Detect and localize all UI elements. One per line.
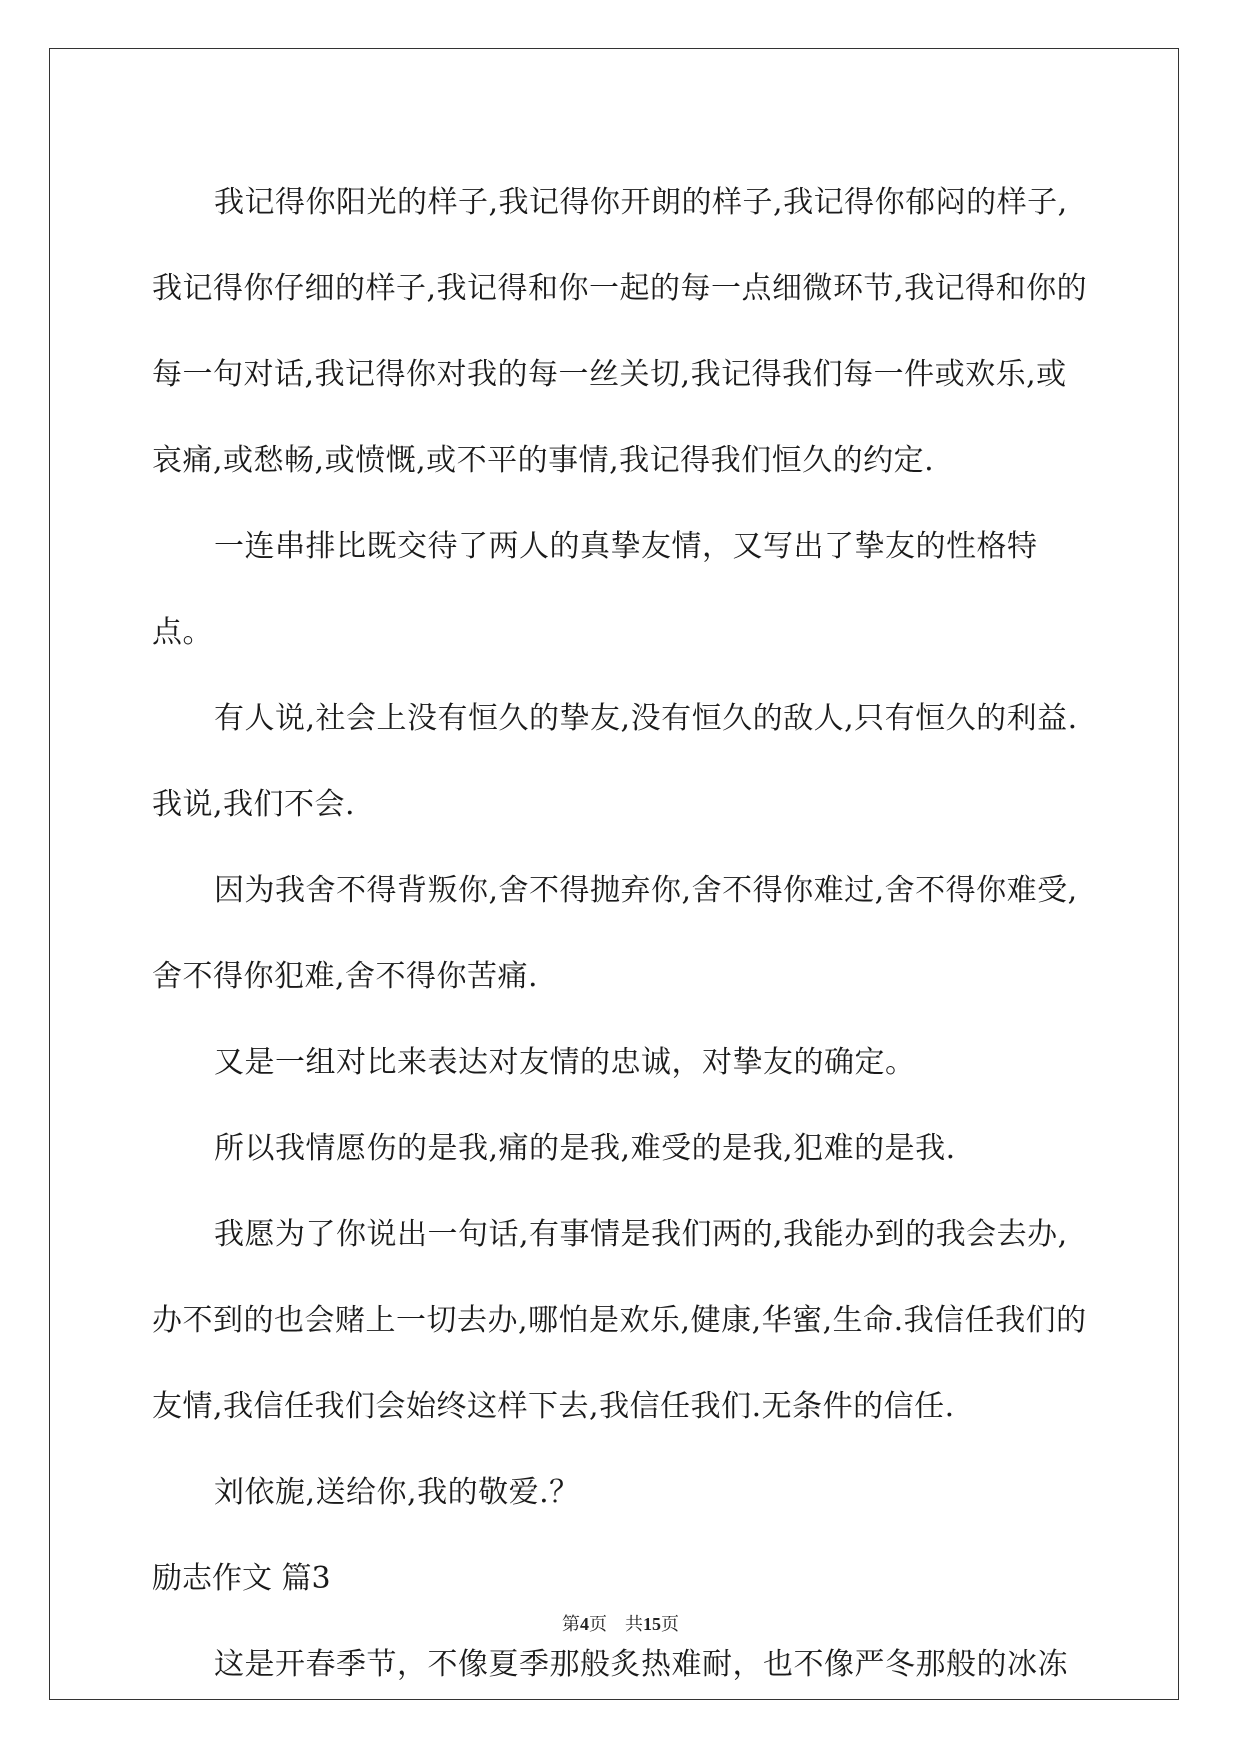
footer-prefix: 第 (562, 1614, 580, 1635)
footer-total-prefix: 共 (625, 1614, 643, 1635)
footer-total-suffix: 页 (661, 1614, 679, 1635)
footer-page-suffix: 页 (589, 1614, 607, 1635)
paragraph-8: 刘依旎,送给你,我的敬爱.？ (214, 1475, 580, 1510)
paragraph-3: 有人说,社会上没有恒久的挚友,没有恒久的敌人,只有恒久的利益.我说,我们不会. (152, 701, 1078, 822)
paragraph-9: 这是开春季节，不像夏季那般炙热难耐，也不像严冬那般的冰冻 (214, 1647, 1068, 1682)
paragraph-1: 我记得你阳光的样子,我记得你开朗的样子,我记得你郁闷的样子,我记得你仔细的样子,我记得和你一起的每一点细微环节,我记得和你的每一句对话,我记得你对我的每一丝关切,我记得我们每一件或欢乐,或哀痛,或愁畅,或愤慨,或不平的事情,我记得我们恒久的约定. (152, 185, 1088, 478)
paragraph-4: 因为我舍不得背叛你,舍不得抛弃你,舍不得你难过,舍不得你难受,舍不得你犯难,舍不得你苦痛. (152, 873, 1078, 994)
paragraph-6: 所以我情愿伤的是我,痛的是我,难受的是我,犯难的是我. (214, 1131, 956, 1166)
document-body (152, 160, 1092, 1708)
footer-total-pages: 15 (643, 1614, 661, 1634)
paragraph-2: 一连串排比既交待了两人的真挚友情，又写出了挚友的性格特点。 (152, 529, 1038, 650)
paragraph-7: 我愿为了你说出一句话,有事情是我们两的,我能办到的我会去办,办不到的也会赌上一切去办,哪怕是欢乐,健康,华蜜,生命.我信任我们的友情,我信任我们会始终这样下去,我信任我们.无条件的信任. (152, 1217, 1087, 1424)
page-footer (0, 1610, 1241, 1636)
section-heading: 励志作文 篇3 (152, 1561, 331, 1596)
paragraph-5: 又是一组对比来表达对友情的忠诚，对挚友的确定。 (214, 1045, 916, 1080)
footer-page-number: 4 (580, 1614, 589, 1634)
